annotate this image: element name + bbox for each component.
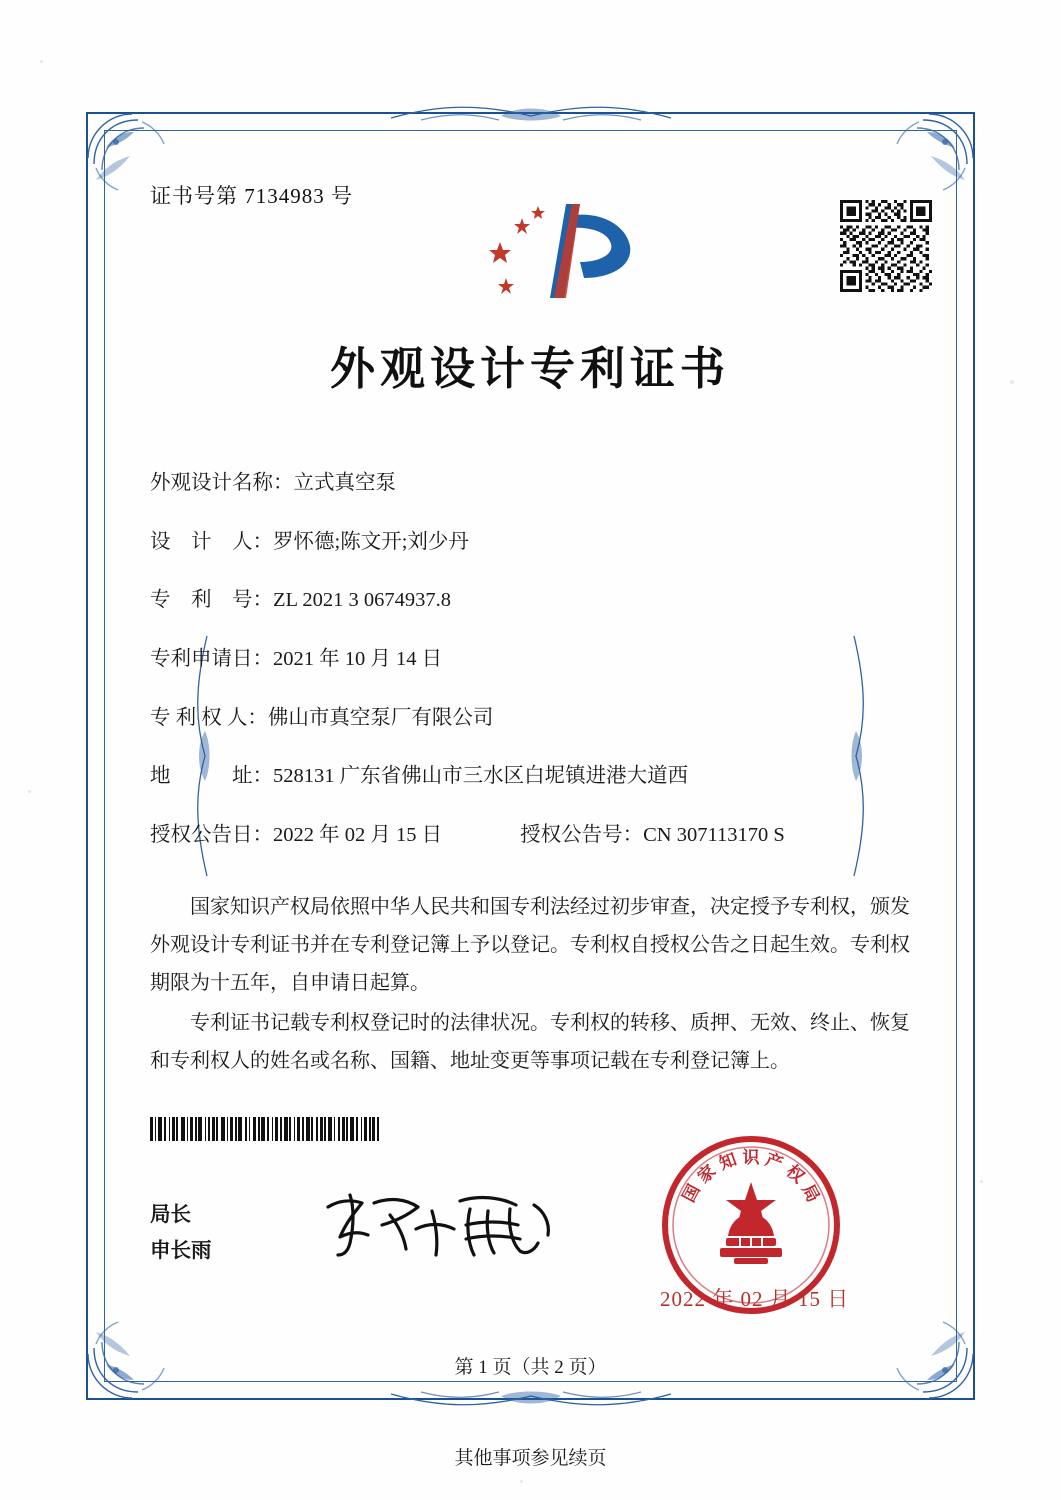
legal-text bbox=[150, 888, 910, 1080]
page-number: 第 1 页（共 2 页） bbox=[454, 1357, 607, 1378]
field-label: 专 利 号： bbox=[150, 589, 273, 612]
seal-date: 2022 年 02 月 15 日 bbox=[660, 1287, 850, 1311]
certificate-content bbox=[150, 180, 910, 1082]
edge-flourish-icon bbox=[381, 102, 681, 132]
paper-speck bbox=[40, 60, 43, 63]
signature-block bbox=[150, 1198, 212, 1270]
field-designers bbox=[150, 528, 910, 557]
field-value: 罗怀德;陈文开;刘少丹 bbox=[273, 530, 469, 553]
handwritten-signature bbox=[320, 1185, 560, 1265]
corner-flourish-icon bbox=[871, 1296, 979, 1404]
field-value: 佛山市真空泵厂有限公司 bbox=[267, 706, 494, 729]
field-value: 2022 年 02 月 15 日 bbox=[273, 824, 443, 847]
field-label: 外观设计名称： bbox=[150, 472, 294, 494]
field-label: 授权公告日： bbox=[150, 824, 273, 847]
director-name: 申长雨 bbox=[150, 1239, 212, 1262]
director-title: 局长 bbox=[150, 1204, 191, 1226]
page-title: 外观设计专利证书 bbox=[329, 342, 730, 395]
field-value: ZL 2021 3 0674937.8 bbox=[273, 589, 452, 612]
field-patent-number bbox=[150, 586, 910, 615]
svg-text:国: 国 bbox=[679, 1181, 705, 1206]
svg-text:知: 知 bbox=[716, 1149, 740, 1175]
field-label: 地 址： bbox=[150, 765, 273, 788]
cnipa-logo-icon bbox=[480, 198, 640, 308]
svg-text:局: 局 bbox=[797, 1181, 823, 1206]
field-label: 设 计 人： bbox=[150, 530, 273, 553]
paper-speck bbox=[1010, 380, 1014, 384]
certificate-number: 证书号第 7134983 号 bbox=[150, 184, 353, 208]
edge-flourish-icon bbox=[381, 1380, 681, 1410]
field-application-date bbox=[150, 645, 910, 674]
svg-text:产: 产 bbox=[762, 1149, 786, 1175]
svg-text:权: 权 bbox=[781, 1161, 808, 1188]
legal-paragraph-2: 专利证书记载专利权登记时的法律状况。专利权的转移、质押、无效、终止、恢复和专利权人的姓名或名称、国籍、地址变更等事项记载在专利登记簿上。 bbox=[150, 1011, 910, 1072]
field-patentee bbox=[150, 704, 910, 733]
field-label: 专 利 权 人： bbox=[150, 706, 268, 729]
legal-paragraph-1: 国家知识产权局依照中华人民共和国专利法经过初步审查，决定授予专利权，颁发外观设计专利证书并在专利登记簿上予以登记。专利权自授权公告之日起生效。专利权期限为十五年，自申请日起算。 bbox=[150, 895, 910, 994]
field-list bbox=[150, 469, 910, 850]
footer-note: 其他事项参见续页 bbox=[454, 1448, 607, 1469]
svg-text:识: 识 bbox=[742, 1148, 760, 1168]
field-value: 立式真空泵 bbox=[293, 472, 396, 494]
paper-speck bbox=[980, 1180, 983, 1183]
field-design-name bbox=[150, 469, 910, 498]
field-grant-date bbox=[150, 821, 442, 850]
field-value: 2021 年 10 月 14 日 bbox=[273, 648, 443, 671]
svg-text:家: 家 bbox=[694, 1161, 721, 1188]
field-address bbox=[150, 762, 910, 791]
field-grant-number bbox=[520, 821, 785, 850]
corner-flourish-icon bbox=[82, 1296, 190, 1404]
field-label: 专利申请日： bbox=[150, 648, 273, 671]
field-value: 528131 广东省佛山市三水区白坭镇进港大道西 bbox=[273, 765, 689, 788]
barcode bbox=[150, 1117, 428, 1141]
field-grant-row bbox=[150, 821, 910, 850]
paper-speck bbox=[28, 790, 31, 793]
field-label: 授权公告号： bbox=[520, 824, 644, 847]
paper-speck bbox=[520, 1480, 523, 1483]
qr-code bbox=[840, 200, 932, 292]
field-value: CN 307113170 S bbox=[643, 824, 785, 847]
